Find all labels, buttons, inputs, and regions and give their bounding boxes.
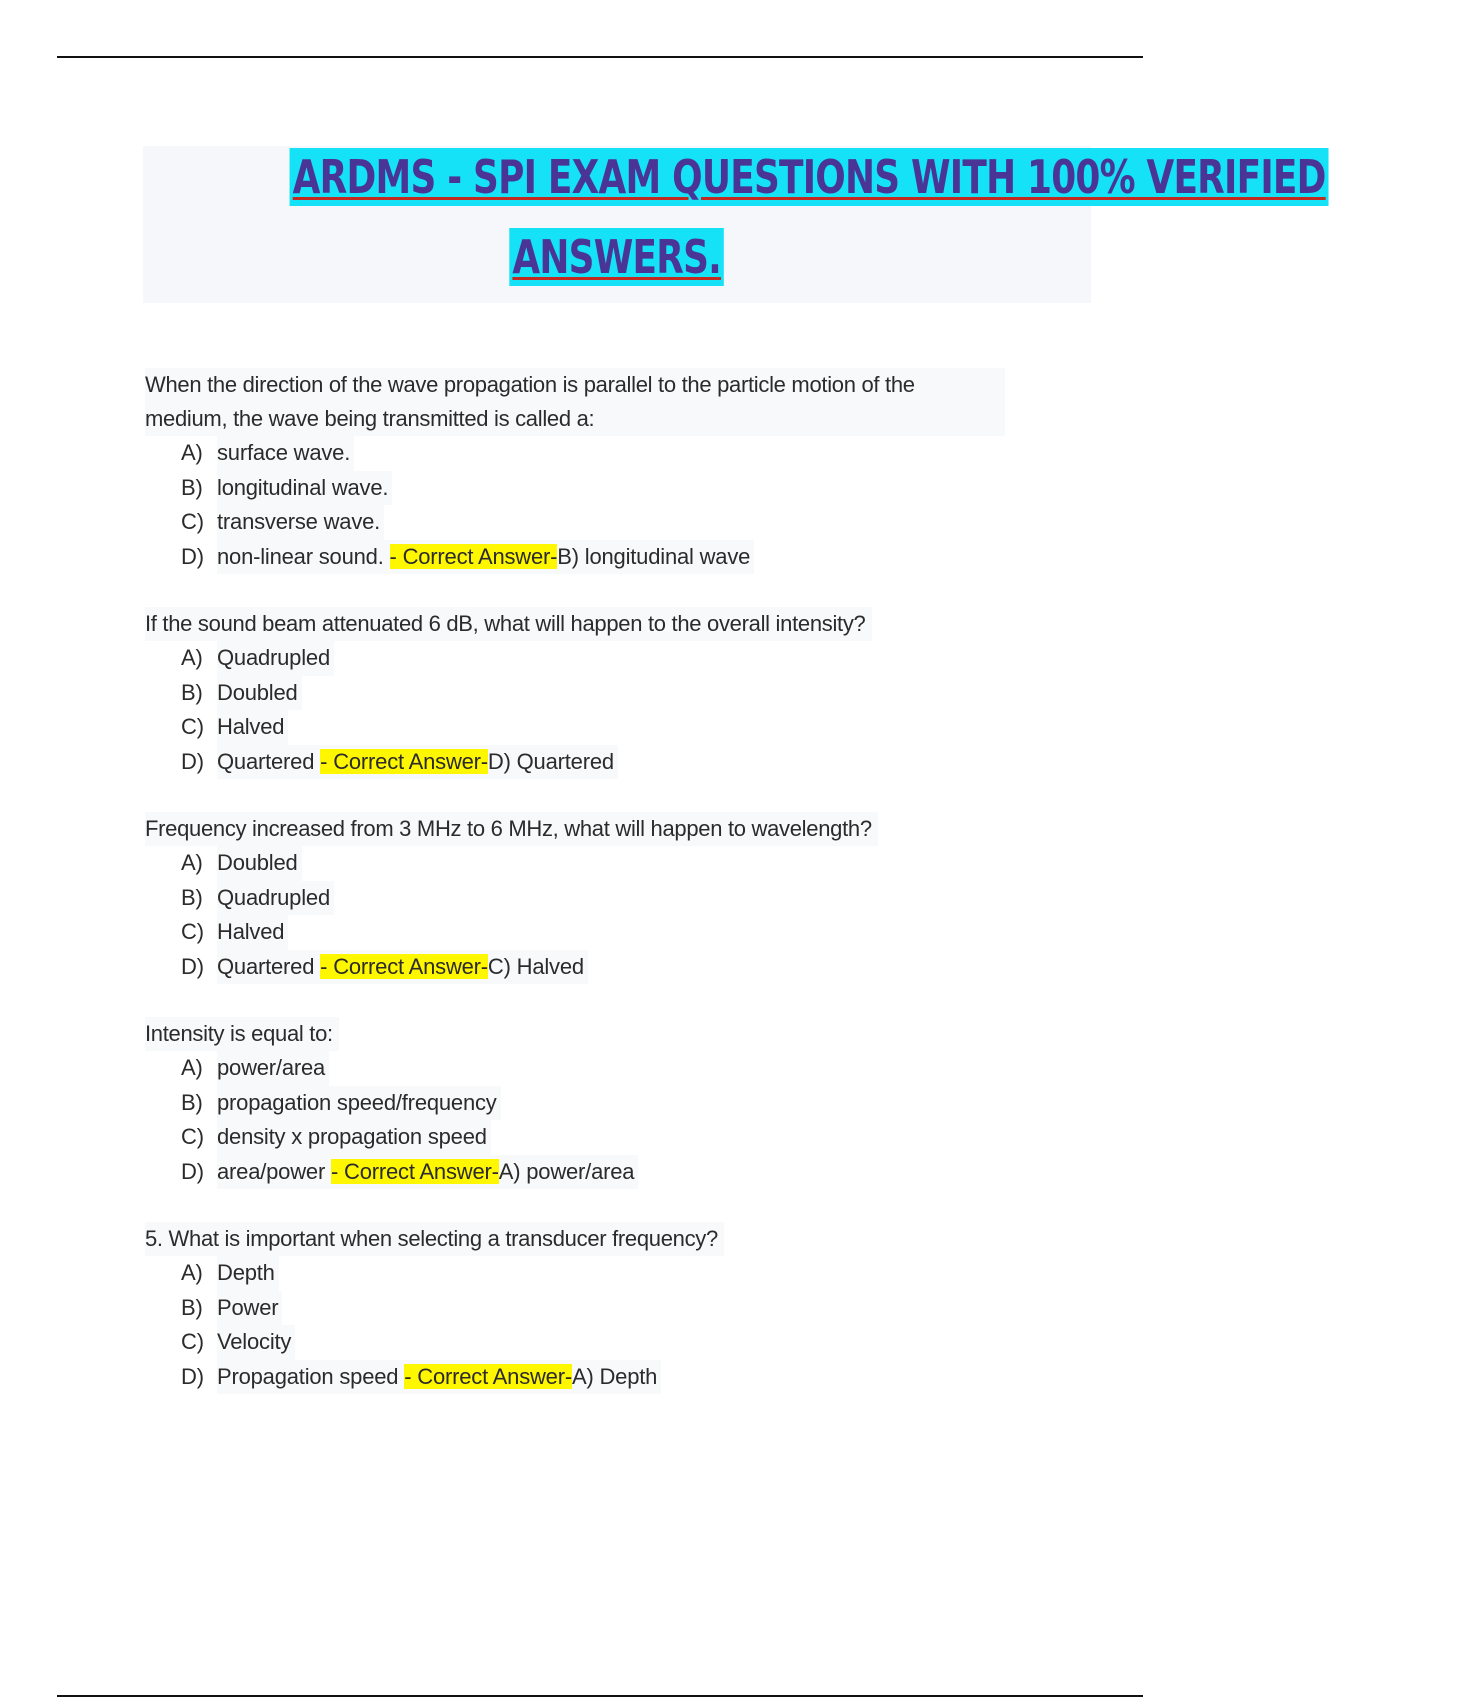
option-text: power/area [217,1051,329,1086]
option-a [145,1256,1045,1291]
option-letter: A) [181,850,203,875]
correct-answer-marker: - Correct Answer- [320,953,488,979]
option-letter: B) [181,1294,203,1320]
option-text: Quartered [217,953,321,979]
option-letter: D) [181,543,204,569]
option-letter: B) [181,474,203,500]
correct-answer-marker: - Correct Answer- [320,748,488,774]
option-letter: C) [181,509,204,534]
question-2 [145,607,1045,779]
option-text: Power [217,1291,282,1326]
option-letter: C) [181,1124,204,1149]
option-letter: A) [181,1260,203,1285]
question-stem: Frequency increased from 3 MHz to 6 MHz, what will happen to wavelength? [145,812,878,846]
option-c [145,505,1045,540]
document-title [143,146,1326,303]
correct-answer-text: D) Quartered [487,748,614,774]
option-text: non-linear sound. [217,543,390,569]
option-b [145,676,1045,711]
option-a [145,846,1045,881]
option-d [145,1360,1045,1395]
option-text: Halved [217,915,288,950]
correct-answer-text: A) power/area [498,1158,635,1184]
option-c [145,1120,1045,1155]
option-a [145,641,1045,676]
option-b [145,881,1045,916]
option-list [145,1051,1045,1189]
option-letter: B) [181,884,203,910]
option-a [145,1051,1045,1086]
option-letter: D) [181,1363,204,1389]
footer-rule [57,1695,1143,1697]
correct-answer-text: B) longitudinal wave [557,543,751,569]
option-letter: C) [181,919,204,944]
option-letter: D) [181,748,204,774]
correct-answer-text: C) Halved [487,953,584,979]
option-text: area/power [217,1158,331,1184]
option-d [145,745,1045,780]
option-c [145,915,1045,950]
option-b [145,1291,1045,1326]
option-letter: B) [181,679,203,705]
option-letter: D) [181,1158,204,1184]
option-c [145,710,1045,745]
header-rule [57,56,1143,58]
option-text: Propagation speed [217,1363,405,1389]
question-4 [145,1017,1045,1189]
option-d [145,950,1045,985]
option-letter: A) [181,1055,203,1080]
correct-answer-marker: - Correct Answer- [330,1158,499,1184]
option-c [145,1325,1045,1360]
question-list [145,368,1045,1427]
question-stem: When the direction of the wave propagation is parallel to the particle motion of the medium, the wave being transmitted is called a: [145,368,1005,436]
option-text: Doubled [217,846,302,881]
option-list [145,846,1045,984]
option-letter: C) [181,714,204,739]
option-letter: A) [181,645,203,670]
correct-answer-marker: - Correct Answer- [404,1363,572,1389]
question-3 [145,812,1045,984]
option-text: transverse wave. [217,505,384,540]
option-b [145,1086,1045,1121]
option-letter: B) [181,1089,203,1115]
option-letter: C) [181,1329,204,1354]
option-text: Doubled [217,676,302,711]
option-text: Quadrupled [217,641,334,676]
question-5 [145,1222,1045,1394]
correct-answer-text: A) Depth [571,1363,658,1389]
option-list [145,436,1045,574]
option-text: density x propagation speed [217,1120,491,1155]
option-letter: D) [181,953,204,979]
question-1 [145,368,1045,574]
question-stem: If the sound beam attenuated 6 dB, what will happen to the overall intensity? [145,607,872,641]
option-d [145,1155,1045,1190]
option-text: Depth [217,1256,279,1291]
option-d [145,540,1045,575]
option-text: Velocity [217,1325,295,1360]
option-text: Quadrupled [217,881,334,916]
correct-answer-marker: - Correct Answer- [389,543,558,569]
option-text: surface wave. [217,436,354,471]
option-text: longitudinal wave. [217,471,392,506]
option-text: Halved [217,710,288,745]
option-a [145,436,1045,471]
option-letter: A) [181,440,203,465]
option-list [145,641,1045,779]
title-line-1: ARDMS - SPI EXAM QUESTIONS WITH 100% VERIFIED [290,148,1329,206]
question-stem: 5. What is important when selecting a transducer frequency? [145,1222,724,1256]
option-text: propagation speed/frequency [217,1086,501,1121]
title-line-2: ANSWERS. [510,228,725,286]
option-text: Quartered [217,748,321,774]
question-stem: Intensity is equal to: [145,1017,339,1051]
option-list [145,1256,1045,1394]
option-b [145,471,1045,506]
